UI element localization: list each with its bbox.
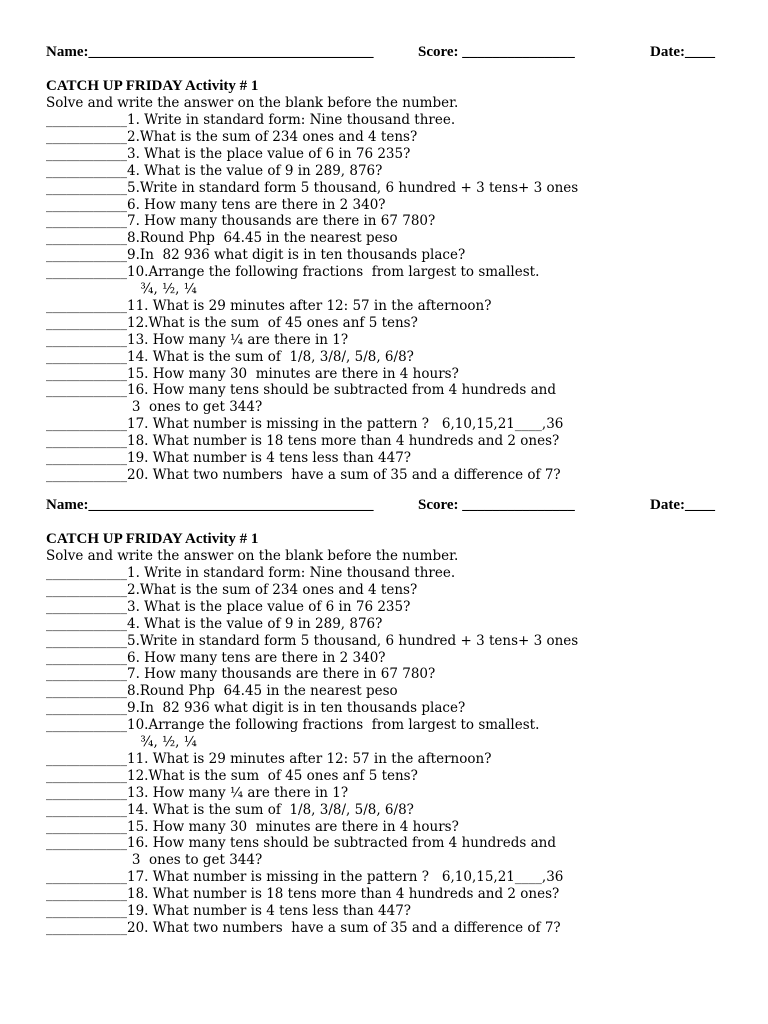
question-line: ____________12.What is the sum of 45 ones anf 5 tens? [46,767,418,784]
question-line: ____________4. What is the value of 9 in 289, 876? [46,162,383,179]
question-line: ____________19. What number is 4 tens less than 447? [46,450,412,466]
question-line: ____________7. How many thousands are there in 67 780? [46,666,436,683]
question-line: ____________1. Write in standard form: Nine thousand three. [46,565,456,581]
activity-title: CATCH UP FRIDAY Activity # 1 [46,78,259,94]
question-line: ____________7. How many thousands are there in 67 780? [46,213,436,230]
question-line: ____________19. What number is 4 tens less than 447? [46,903,412,919]
question-line: ____________3. What is the place value of 6 in 76 235? [46,598,411,615]
score-field-label: Score: _______________ [418,497,575,513]
question-line: ____________16. How many tens should be subtracted from 4 hundreds and [46,835,556,852]
question-line: ____________13. How many ¼ are there in 1? [46,784,349,801]
question-line: ____________13. How many ¼ are there in 1? [46,331,349,348]
question-line: ____________6. How many tens are there in 2 340? [46,196,386,213]
question-line: ____________3. What is the place value of 6 in 76 235? [46,145,411,162]
instruction-text: Solve and write the answer on the blank before the number. [46,95,459,111]
question-line: ____________16. How many tens should be subtracted from 4 hundreds and [46,382,556,399]
question-line: ____________10.Arrange the following fractions from largest to smallest. [46,717,540,734]
question-line: ____________4. What is the value of 9 in 289, 876? [46,615,383,632]
question-line: ____________5.Write in standard form 5 thousand, 6 hundred + 3 tens+ 3 ones [46,632,579,649]
question-line: ¾, ½, ¼ [46,734,197,750]
name-field-label: Name:______________________________________ [46,44,374,60]
question-line: ____________14. What is the sum of 1/8, 3/8/, 5/8, 6/8? [46,801,414,818]
question-line: 3 ones to get 344? [46,399,263,416]
question-line: ____________17. What number is missing in the pattern ? 6,10,15,21____,36 [46,869,564,886]
date-field-label: Date:____ [650,497,715,513]
question-line: ____________9.In 82 936 what digit is in ten thousands place? [46,247,466,264]
question-line: ____________11. What is 29 minutes after 12: 57 in the afternoon? [46,750,492,767]
instruction-text: Solve and write the answer on the blank before the number. [46,548,459,564]
question-line: ____________8.Round Php 64.45 in the nearest peso [46,230,398,247]
question-line: ____________2.What is the sum of 234 ones and 4 tens? [46,581,418,598]
activity-title: CATCH UP FRIDAY Activity # 1 [46,531,259,547]
question-line: ____________11. What is 29 minutes after 12: 57 in the afternoon? [46,297,492,314]
name-field-label: Name:______________________________________ [46,497,374,513]
question-line: 3 ones to get 344? [46,852,263,869]
question-line: ____________18. What number is 18 tens more than 4 hundreds and 2 ones? [46,433,560,450]
question-line: ____________8.Round Php 64.45 in the nearest peso [46,683,398,700]
question-line: ____________17. What number is missing in the pattern ? 6,10,15,21____,36 [46,416,564,433]
question-line: ____________2.What is the sum of 234 ones and 4 tens? [46,128,418,145]
question-line: ____________15. How many 30 minutes are there in 4 hours? [46,818,459,835]
question-line: ____________20. What two numbers have a sum of 35 and a difference of 7? [46,466,561,483]
question-line: ____________12.What is the sum of 45 ones anf 5 tens? [46,314,418,331]
date-field-label: Date:____ [650,44,715,60]
score-field-label: Score: _______________ [418,44,575,60]
question-line: ____________10.Arrange the following fractions from largest to smallest. [46,264,540,281]
question-line: ____________1. Write in standard form: Nine thousand three. [46,112,456,128]
question-line: ____________20. What two numbers have a sum of 35 and a difference of 7? [46,919,561,936]
question-line: ____________15. How many 30 minutes are there in 4 hours? [46,365,459,382]
question-line: ____________14. What is the sum of 1/8, 3/8/, 5/8, 6/8? [46,348,414,365]
question-line: ____________5.Write in standard form 5 thousand, 6 hundred + 3 tens+ 3 ones [46,179,579,196]
question-line: ____________9.In 82 936 what digit is in ten thousands place? [46,700,466,717]
question-line: ¾, ½, ¼ [46,281,197,297]
question-line: ____________6. How many tens are there in 2 340? [46,649,386,666]
question-line: ____________18. What number is 18 tens more than 4 hundreds and 2 ones? [46,886,560,903]
